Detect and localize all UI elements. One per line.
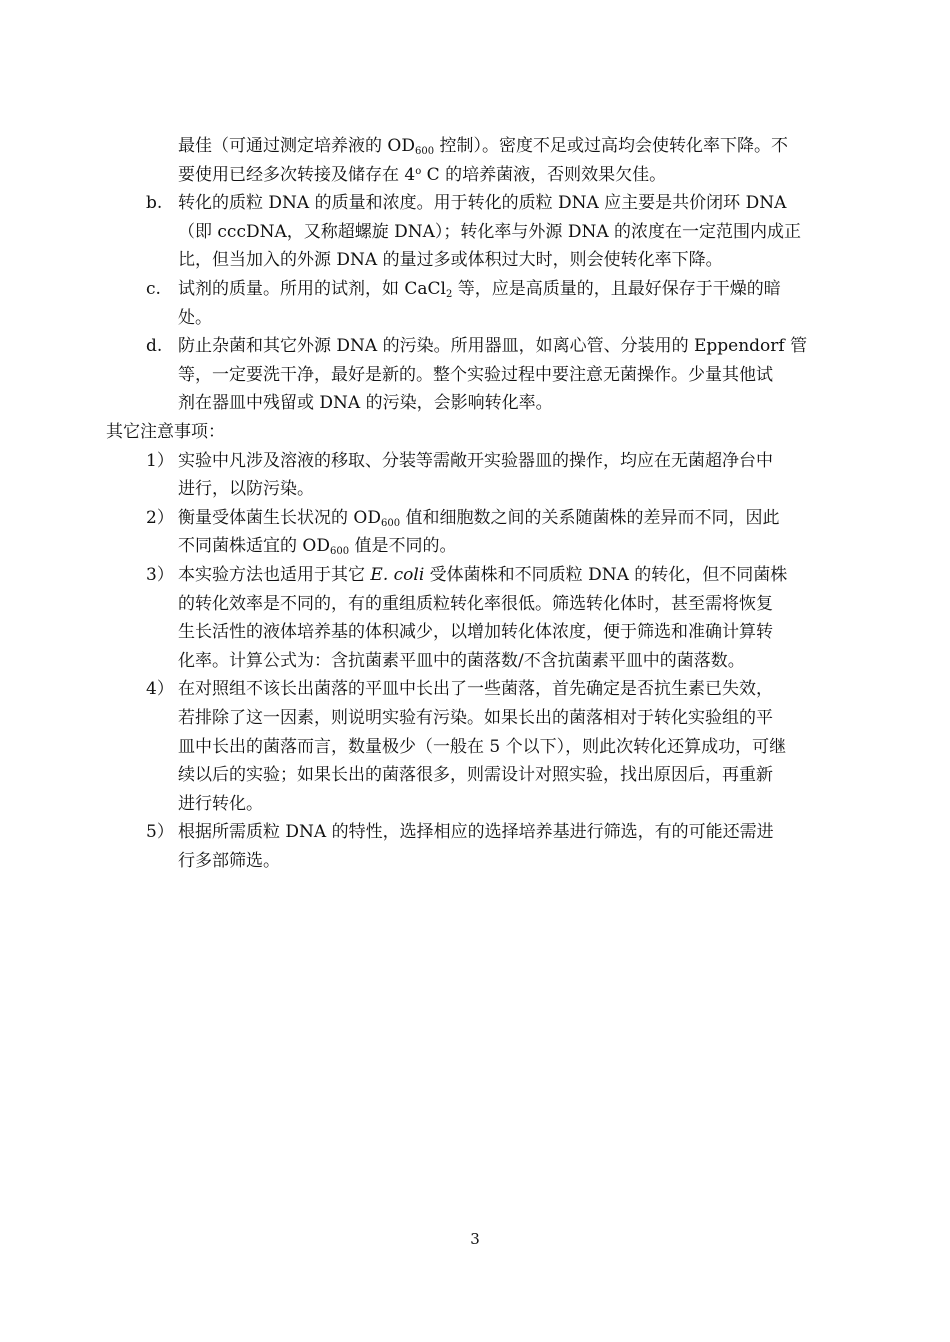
paragraph-line: 不同菌株适宜的 $OD_{600}$ 值是不同的。 <box>178 536 457 558</box>
paragraph-line: （即 cccDNA，又称超螺旋 DNA）；转化率与外源 DNA 的浓度在一定范围内成正 <box>178 221 802 242</box>
list-marker: 5） <box>146 822 174 843</box>
list-marker: 4） <box>146 679 174 700</box>
paragraph-line: 试剂的质量。所用的试剂，如 CaCl$_2$ 等，应是高质量的，且最好保存于干燥的暗 <box>178 279 781 300</box>
paragraph-line: 化率。计算公式为：含抗菌素平皿中的菌落数/不含抗菌素平皿中的菌落数。 <box>178 650 745 671</box>
paragraph-line: 最佳（可通过测定培养液的 $OD_{600}$ 控制）。密度不足或过高均会使转化率下降。不 <box>178 136 788 157</box>
paragraph-line: 剂在器皿中残留或 DNA 的污染，会影响转化率。 <box>178 393 553 414</box>
list-marker: 2） <box>146 507 174 528</box>
paragraph-line: 转化的质粒 DNA 的质量和浓度。用于转化的质粒 DNA 应主要是共价闭环 DNA <box>178 193 787 214</box>
paragraph-line: 生长活性的液体培养基的体积减少，以增加转化体浓度，便于筛选和准确计算转 <box>178 622 773 643</box>
paragraph-line: 行多部筛选。 <box>178 851 280 871</box>
paragraph-line: 比，但当加入的外源 DNA 的量过多或体积过大时，则会使转化率下降。 <box>178 250 723 271</box>
list-marker: 3） <box>146 565 174 585</box>
paragraph-line: 等，一定要洗干净，最好是新的。整个实验过程中要注意无菌操作。少量其他试 <box>178 364 773 385</box>
paragraph-line: 实验中凡涉及溶液的移取、分装等需敞开实验器皿的操作，均应在无菌超净台中 <box>178 450 773 471</box>
paragraph-line: 皿中长出的菌落而言，数量极少（一般在 5 个以下），则此次转化还算成功，可继 <box>178 736 787 757</box>
paragraph-line: 进行转化。 <box>178 793 263 814</box>
list-marker: d. <box>146 336 163 357</box>
paragraph-line: 处。 <box>178 307 212 328</box>
paragraph-line: 若排除了这一因素，则说明实验有污染。如果长出的菌落相对于转化实验组的平 <box>178 708 773 728</box>
paragraph-line: 衡量受体菌生长状况的 $OD_{600}$ 值和细胞数之间的关系随菌株的差异而不同，因此 <box>178 507 780 529</box>
paragraph-line: 防止杂菌和其它外源 DNA 的污染。所用器皿，如离心管、分装用的 Eppendorf 管 <box>178 336 808 357</box>
section-heading: 其它注意事项： <box>106 422 225 442</box>
list-marker: c. <box>146 279 161 299</box>
paragraph-line: 进行，以防污染。 <box>178 479 314 500</box>
page-number: 3 <box>470 1230 480 1248</box>
paragraph-line: 本实验方法也适用于其它 E. coli 受体菌株和不同质粒 DNA 的转化，但不同菌株 <box>178 565 788 585</box>
list-marker: 1） <box>146 450 174 471</box>
paragraph-line: 的转化效率是不同的，有的重组质粒转化率很低。筛选转化体时，甚至需将恢复 <box>178 593 773 614</box>
paragraph-line: 根据所需质粒 DNA 的特性，选择相应的选择培养基进行筛选，有的可能还需进 <box>178 822 774 843</box>
paragraph-line: 在对照组不该长出菌落的平皿中长出了一些菌落，首先确定是否抗生素已失效， <box>178 679 773 700</box>
paragraph-line: 续以后的实验；如果长出的菌落很多，则需设计对照实验，找出原因后，再重新 <box>178 765 773 786</box>
list-marker: b. <box>146 193 163 214</box>
paragraph-line: 要使用已经多次转接及储存在 4$^o$ C 的培养菌液，否则效果欠佳。 <box>178 164 667 185</box>
